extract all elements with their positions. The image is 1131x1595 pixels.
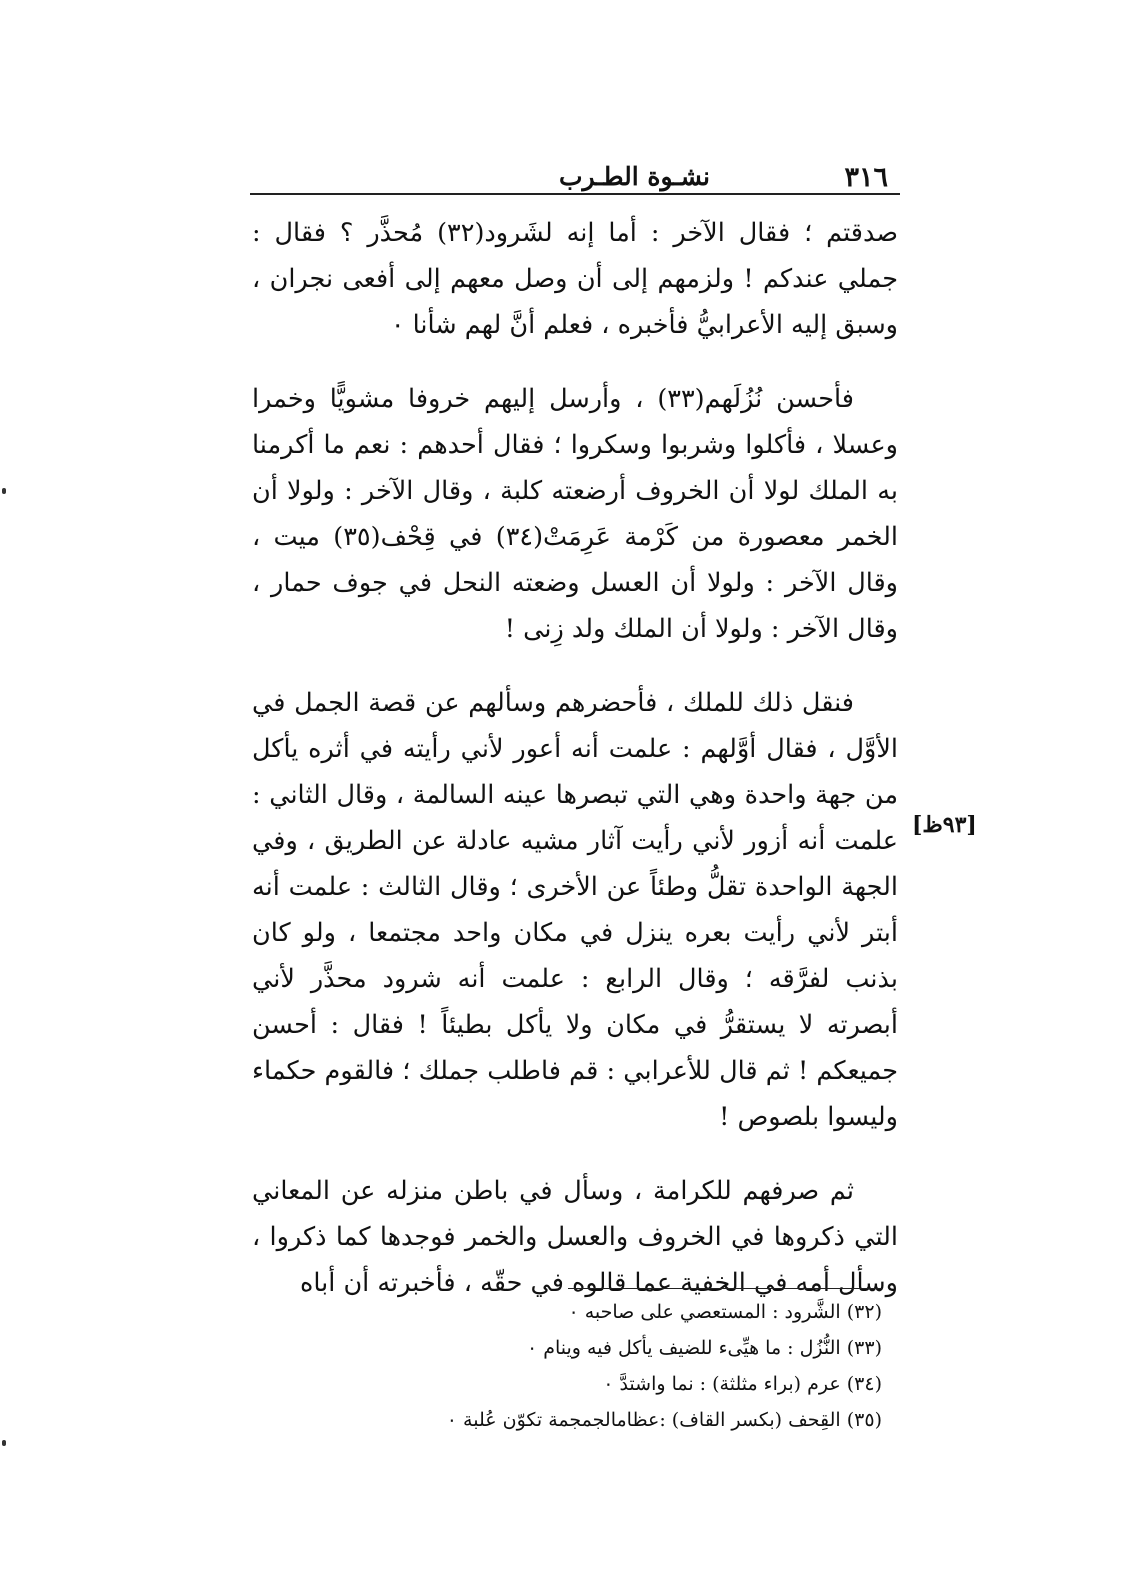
footnote: (٣٥) القِحف (بكسر القاف) :عظامالجمجمة تكوّن عُلبة ٠ xyxy=(446,1409,882,1431)
running-title: نشـوة الطـرب xyxy=(558,162,710,191)
page-header xyxy=(250,162,900,196)
paragraph: ثم صرفهم للكرامة ، وسأل في باطن منزله عن المعاني التي ذكروها في الخروف والعسل والخمر فوجدها كما ذكروا ، وسأل أمه في الخفية عما قالوه في حقّه ، فأخبرته أن أباه xyxy=(252,1176,898,1298)
paragraph: صدقتم ؛ فقال الآخر : أما إنه لشَرود(٣٢) مُحذَّر ؟ فقال : جملي عندكم ! ولزمهم إلى أن وصل معهم إلى أفعى نجران ، وسبق إليه الأعرابيُّ فأخبره ، فعلم أنَّ لهم شأنا ٠ xyxy=(252,218,899,340)
paragraph: فنقل ذلك للملك ، فأحضرهم وسألهم عن قصة الجمل في الأوَّل ، فقال أوَّلهم : علمت أنه أعور لأني رأيته في أثره يأكل من جهة واحدة وهي التي تبصرها عينه السالمة ، وقال الثاني : علمت أنه أزور لأني رأيت آثار مشيه عادلة عن الطريق ، وفي الجهة الواحدة تقلُّ وطئاً عن الأخرى ؛ وقال الثالث : علمت أنه أبتر لأني رأيت بعره ينزل في مكان واحد مجتمعا ، ولو كان بذنب لفرَّقه ؛ وقال الرابع : علمت أنه شرود محذَّر لأني أبصرته لا يستقرُّ في مكان ولا يأكل بطيئاً ! فقال : أحسن جميعكم ! ثم قال للأعرابي : قم فاطلب جملك ؛ فالقوم حكماء وليسوا بلصوص ! xyxy=(252,688,898,1132)
footnotes-rule xyxy=(568,1288,882,1289)
scan-speck xyxy=(2,1440,6,1446)
footnote: (٣٤) عرم (براء مثلثة) : نما واشتدَّ ٠ xyxy=(603,1373,882,1395)
footnotes xyxy=(330,1294,882,1438)
folio-margin-note: [٩٣ظ] xyxy=(912,812,977,838)
page-number: ٣١٦ xyxy=(844,162,888,193)
footnote: (٣٣) النُّزُل : ما هيِّىء للضيف يأكل فيه وينام ٠ xyxy=(526,1337,882,1359)
body-text xyxy=(252,210,898,1306)
footnote: (٣٢) الشَّرود : المستعصي على صاحبه ٠ xyxy=(568,1301,882,1323)
header-rule xyxy=(250,193,900,195)
paragraph: فأحسن نُزُلَهم(٣٣) ، وأرسل إليهم خروفا مشويًّا وخمرا وعسلا ، فأكلوا وشربوا وسكروا ؛ فقال أحدهم : نعم ما أكرمنا به الملك لولا أن الخروف أرضعته كلبة ، وقال الآخر : ولولا أن الخمر معصورة من كَرْمة عَرِمَتْ(٣٤) في قِحْف(٣٥) ميت ، وقال الآخر : ولولا أن العسل وضعته النحل في جوف حمار ، وقال الآخر : ولولا أن الملك ولد زِنى ! xyxy=(252,384,898,644)
scan-speck xyxy=(2,488,6,494)
